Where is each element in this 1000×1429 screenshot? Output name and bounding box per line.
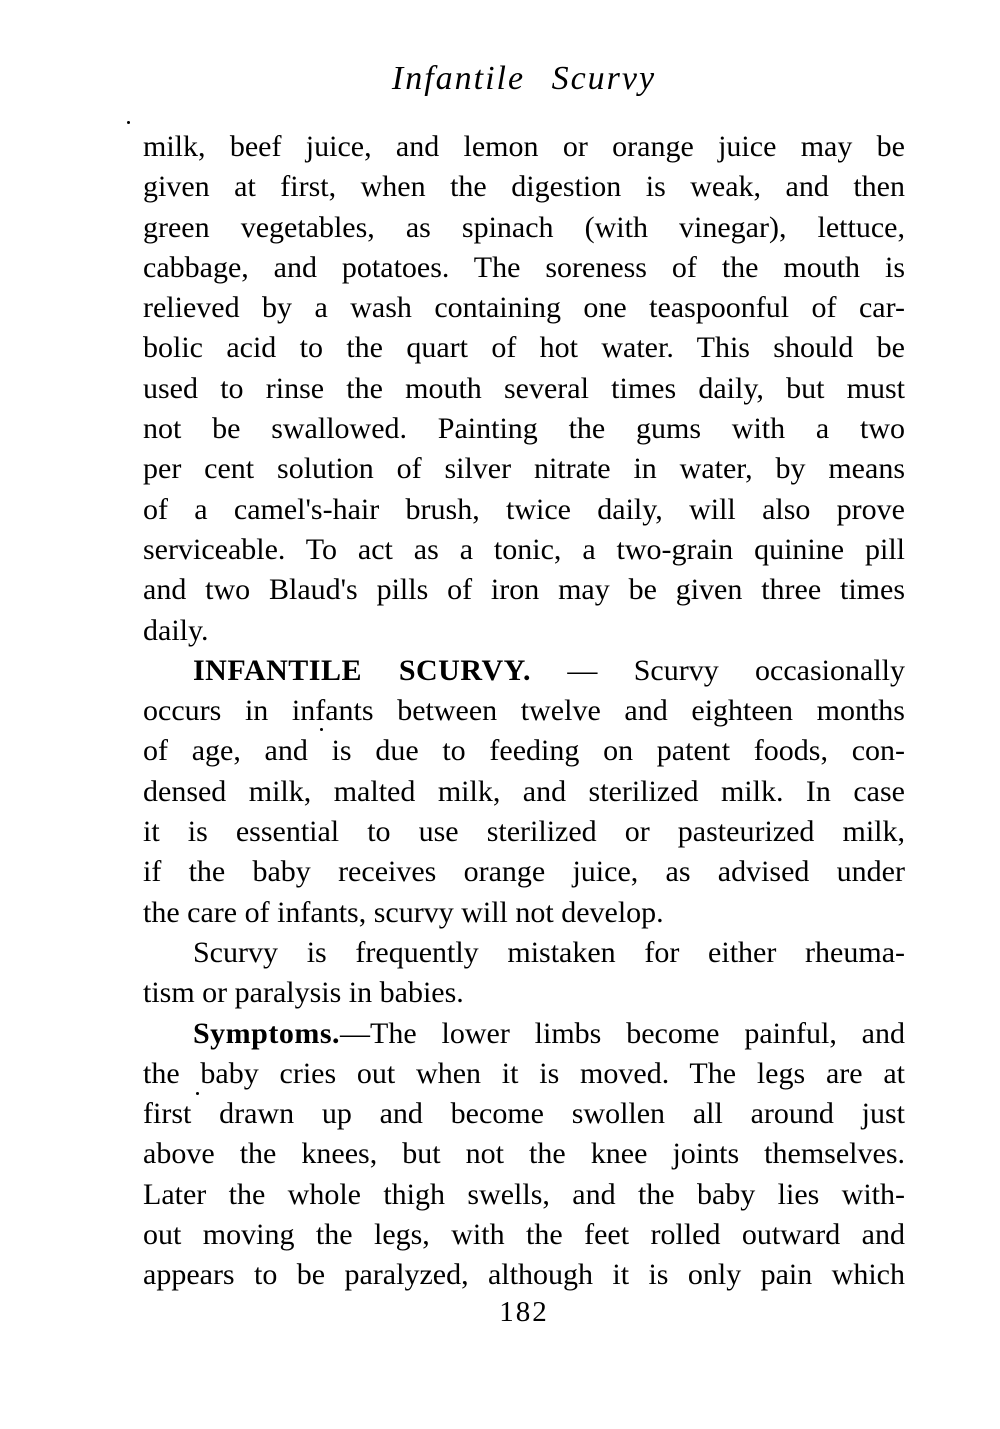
text-line — [143, 127, 905, 167]
text-line — [143, 852, 905, 892]
line-text: cabbage, and potatoes. The soreness of the mouth is — [143, 250, 905, 284]
text-line — [143, 288, 905, 328]
text-line — [143, 1255, 905, 1295]
line-text: relieved by a wash containing one teaspoonful of car- — [143, 291, 905, 325]
text-line — [143, 893, 905, 933]
text-line — [143, 651, 905, 691]
text-line — [143, 449, 905, 489]
line-text: of age, and is due to feeding on patent foods, con- — [143, 734, 905, 768]
line-text: milk, beef juice, and lemon or orange juice may be — [143, 130, 905, 163]
text-line — [143, 328, 905, 368]
scan-speckle — [127, 121, 130, 124]
text-line — [143, 1094, 905, 1134]
page-number: 182 — [499, 1296, 549, 1328]
text-line — [143, 1054, 905, 1094]
line-text: tism or paralysis in babies. — [143, 976, 464, 1010]
scan-speckle — [320, 728, 323, 731]
line-text: appears to be paralyzed, although it is only pain which — [143, 1258, 905, 1292]
line-text: the baby cries out when it is moved. The legs are at — [143, 1056, 905, 1090]
line-text: daily. — [143, 613, 209, 647]
line-text: used to rinse the mouth several times daily, but must — [143, 371, 905, 405]
line-text: serviceable. To act as a tonic, a two-grain quinine pill — [143, 532, 905, 566]
line-text: the care of infants, scurvy will not develop. — [143, 895, 664, 929]
text-line — [143, 772, 905, 812]
line-text: bolic acid to the quart of hot water. This should be — [143, 331, 905, 365]
line-text: green vegetables, as spinach (with vinegar), lettuce, — [143, 210, 905, 244]
line-text: if the baby receives orange juice, as advised under — [143, 855, 905, 889]
line-text: densed milk, malted milk, and sterilized milk. In case — [143, 774, 905, 808]
scan-speckle — [196, 1092, 199, 1095]
line-text: occurs in infants between twelve and eighteen months — [143, 694, 905, 728]
body-lines — [143, 127, 905, 1296]
line-text: it is essential to use sterilized or pasteurized milk, — [143, 815, 905, 849]
line-text: out moving the legs, with the feet rolled outward and — [143, 1218, 905, 1252]
bold-lead-in: INFANTILE SCURVY. — [193, 653, 532, 687]
text-line — [143, 248, 905, 288]
text-line — [143, 691, 905, 731]
text-line — [143, 933, 905, 973]
line-text: above the knees, but not the knee joints themselves. — [143, 1137, 905, 1171]
text-line — [143, 731, 905, 771]
line-text: of a camel's-hair brush, twice daily, will also prove — [143, 492, 905, 526]
text-line — [143, 812, 905, 852]
running-head: Infantile Scurvy — [391, 60, 657, 97]
line-text: not be swallowed. Painting the gums with a two — [143, 412, 905, 446]
text-line — [143, 530, 905, 570]
text-line — [143, 369, 905, 409]
text-line — [143, 611, 905, 651]
line-text: given at first, when the digestion is weak, and then — [143, 170, 905, 204]
text-line — [143, 1134, 905, 1174]
line-text: first drawn up and become swollen all around just — [143, 1097, 905, 1131]
text-line — [143, 1175, 905, 1215]
bold-lead-in: Symptoms. — [193, 1016, 341, 1050]
text-line — [143, 1014, 905, 1054]
line-text: Scurvy is frequently mistaken for either rheuma- — [193, 935, 905, 969]
text-line — [143, 409, 905, 449]
line-text: per cent solution of silver nitrate in water, by means — [143, 452, 905, 486]
text-line — [143, 570, 905, 610]
line-text: and two Blaud's pills of iron may be given three times — [143, 573, 905, 607]
text-line — [143, 490, 905, 530]
line-text: —The lower limbs become painful, and — [340, 1016, 905, 1050]
text-line — [143, 208, 905, 248]
text-line — [143, 1215, 905, 1255]
text-line — [143, 973, 905, 1013]
line-text: Later the whole thigh swells, and the baby lies with- — [143, 1177, 905, 1211]
line-text: — Scurvy occasionally — [531, 653, 905, 687]
text-line — [143, 167, 905, 207]
